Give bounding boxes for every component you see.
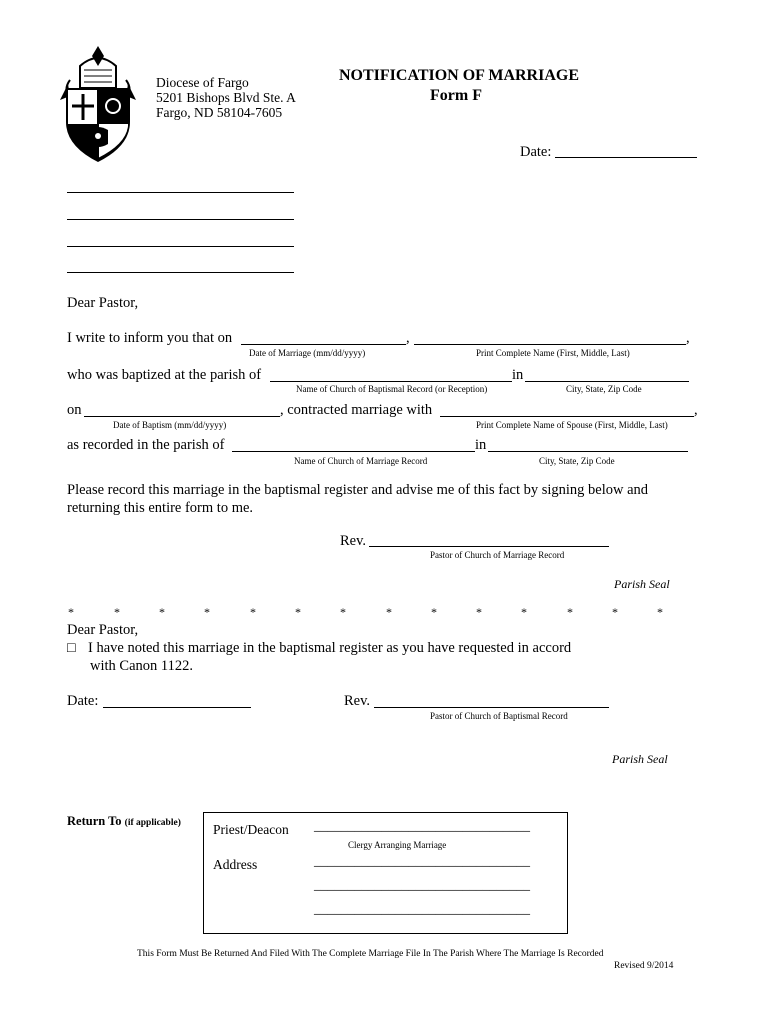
priest-deacon-label: Priest/Deacon	[213, 822, 289, 837]
return-address-line-2[interactable]: ________________________________	[314, 877, 530, 892]
address-label: Address	[213, 857, 258, 872]
separator-star: *	[612, 605, 618, 619]
return-address-line-3[interactable]: ________________________________	[314, 901, 530, 916]
spouse-name-field[interactable]	[440, 416, 694, 417]
caption-city-2: City, State, Zip Code	[539, 456, 615, 466]
caption-baptism-church: Name of Church of Baptismal Record (or Reception)	[296, 384, 488, 394]
rev-label-1: Rev.	[340, 533, 367, 549]
caption-date-baptism: Date of Baptism (mm/dd/yyyy)	[113, 420, 227, 430]
reply-salutation: Dear Pastor,	[67, 622, 139, 638]
diocese-crest-logo	[58, 44, 138, 166]
separator-star: *	[68, 605, 74, 619]
comma-1: ,	[406, 330, 410, 346]
reply-date-field[interactable]	[103, 707, 251, 708]
baptism-city-field[interactable]	[525, 381, 689, 382]
request-line-1: Please record this marriage in the baptismal register and advise me of this fact by signing below and	[67, 482, 649, 498]
caption-marriage-church: Name of Church of Marriage Record	[294, 456, 428, 466]
org-address-line1: 5201 Bishops Blvd Ste. A	[156, 90, 296, 105]
noted-checkbox[interactable]: □	[67, 640, 76, 656]
request-line-2: returning this entire form to me.	[67, 500, 254, 516]
in-word-2: in	[475, 437, 487, 453]
caption-print-name: Print Complete Name (First, Middle, Last)	[476, 348, 630, 358]
parish-seal-1: Parish Seal	[614, 577, 670, 591]
date-label: Date:	[520, 144, 552, 160]
separator-star: *	[567, 605, 573, 619]
date-of-marriage-field[interactable]	[241, 344, 406, 345]
marriage-city-field[interactable]	[488, 451, 688, 452]
form-title: NOTIFICATION OF MARRIAGE	[339, 67, 580, 84]
comma-3: ,	[694, 402, 698, 418]
marriage-church-field[interactable]	[232, 451, 475, 452]
return-to-label	[67, 814, 181, 829]
separator-star: *	[114, 605, 120, 619]
line4-prefix: as recorded in the parish of	[67, 437, 225, 453]
address-line-3[interactable]	[67, 246, 294, 247]
caption-pastor-baptismal: Pastor of Church of Baptismal Record	[430, 711, 568, 721]
reply-date-label: Date:	[67, 693, 99, 709]
noted-line-1: I have noted this marriage in the baptismal register as you have requested in accord	[88, 640, 572, 656]
separator-star: *	[295, 605, 301, 619]
separator-star: *	[386, 605, 392, 619]
return-to-paren: (if applicable)	[124, 818, 181, 828]
form-subtitle: Form F	[430, 87, 482, 104]
contracted-text: , contracted marriage with	[280, 402, 433, 418]
return-to-text: Return To	[67, 814, 122, 828]
rev-label-2: Rev.	[344, 693, 371, 709]
line1-prefix: I write to inform you that on	[67, 330, 233, 346]
baptism-church-field[interactable]	[270, 381, 512, 382]
caption-clergy: Clergy Arranging Marriage	[348, 840, 447, 850]
separator-star: *	[340, 605, 346, 619]
line2-prefix: who was baptized at the parish of	[67, 367, 262, 383]
return-address-line-1[interactable]: ________________________________	[314, 853, 530, 868]
caption-pastor-marriage: Pastor of Church of Marriage Record	[430, 550, 565, 560]
caption-spouse: Print Complete Name of Spouse (First, Middle, Last)	[476, 420, 668, 430]
parish-seal-2: Parish Seal	[612, 752, 668, 766]
org-name: Diocese of Fargo	[156, 75, 249, 90]
clergy-name-field[interactable]: ________________________________	[314, 818, 530, 833]
noted-line-2: with Canon 1122.	[90, 658, 193, 674]
complete-name-field[interactable]	[414, 344, 686, 345]
address-line-1[interactable]	[67, 192, 294, 193]
separator-star: *	[250, 605, 256, 619]
separator-star: *	[657, 605, 663, 619]
pastor-marriage-signature[interactable]	[369, 546, 609, 547]
date-of-baptism-field[interactable]	[84, 416, 280, 417]
in-word-1: in	[512, 367, 524, 383]
address-line-2[interactable]	[67, 219, 294, 220]
comma-2: ,	[686, 330, 690, 346]
footer-note: This Form Must Be Returned And Filed With The Complete Marriage File In The Parish Where The Marriage Is Recorded	[137, 949, 604, 959]
revised-date: Revised 9/2014	[614, 961, 674, 971]
separator-star: *	[204, 605, 210, 619]
salutation: Dear Pastor,	[67, 295, 139, 311]
org-address-line2: Fargo, ND 58104-7605	[156, 105, 283, 120]
caption-date-marriage: Date of Marriage (mm/dd/yyyy)	[249, 348, 366, 358]
caption-city-1: City, State, Zip Code	[566, 384, 642, 394]
on-word: on	[67, 402, 82, 418]
separator-star: *	[159, 605, 165, 619]
pastor-baptismal-signature[interactable]	[374, 707, 609, 708]
address-line-4[interactable]	[67, 272, 294, 273]
separator-star: *	[476, 605, 482, 619]
separator-star: *	[521, 605, 527, 619]
separator-star: *	[431, 605, 437, 619]
date-field[interactable]	[555, 157, 697, 158]
